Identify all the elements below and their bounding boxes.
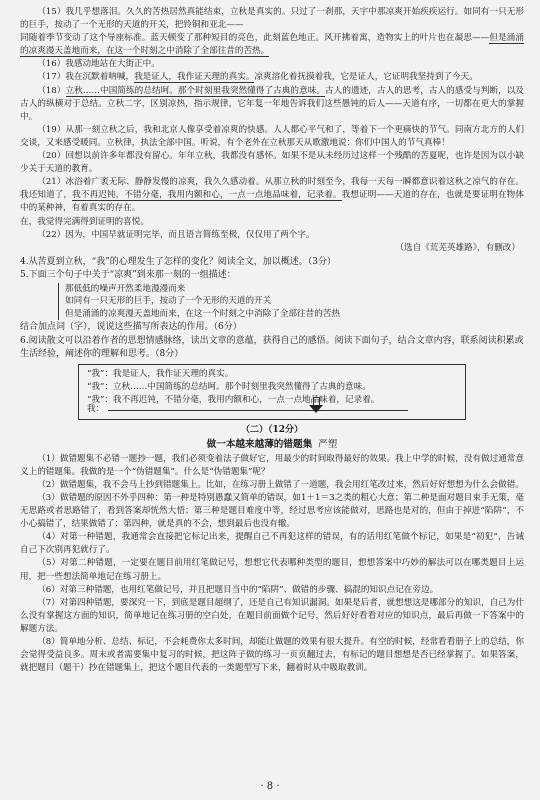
article-title: 做一本越来越薄的错题集 严塑 <box>206 438 338 450</box>
arrow-down-icon <box>311 397 321 413</box>
paragraph-20: （20）回想以前许多年都没有留心。年年立秋，我都没有感怀。如果不是从未经历过这样一个残酷的苦夏呢，也许是因为以小缺少关于天道的教育。 <box>20 151 524 175</box>
answer-label: 我： <box>87 403 105 414</box>
article-paragraph: （7）对第四种错题，要深究一下，到底是题目超纲了，还是自己有知识漏洞。如果是后者，就想想这是哪部分的知识，自己为什么没有掌握这方面的知识，简单地记在练习册的空白处，在题目前面做个记号，然后好好看看对应的知识点，最后再做一下答案中的解题方法。 <box>20 597 524 634</box>
article-author: 严塑 <box>318 438 338 450</box>
paragraph-15b: 同随着季节变动了这个导座标准。蓝天顿变了那种短目的亮色，此刻蓝色地正。风开拂着寓，造物实上的叶片也在凝思——但是涌涌的凉爽漫天盖地而来，在这一个时刻之中消除了全部往昔的苦热。 <box>20 33 524 57</box>
question-5-tail: 结合加点词（字），说说这些描写所表达的作用。（6分） <box>20 322 242 333</box>
paragraph-15a: （15）我几乎想落泪。久久的苦热居然真能结束，立秋是真实的。只过了一刹那，天宇中那凉爽开始疾疾运行。如同有一只无形的巨手，按动了一个无形的天道的开关，把铃铜和亚北—— <box>20 7 524 31</box>
article-paragraph: （2）做错题集，我不会马上抄到错题集上。比如，在练习册上做错了一道题，我会用红笔改过来，然后好好想想为什么会做错。 <box>37 479 524 490</box>
quote-line: 如同有一只无形的巨手，按动了一个无形的天道的开关 <box>65 296 272 307</box>
quote-line: 但是涌涌的凉爽漫天盖地而来，在这一个时刻之中消除了全部往昔的苦热 <box>65 308 341 319</box>
page-number: · 8 · <box>260 781 280 792</box>
article-paragraph: （4）对第一种错题，我通常会直接把它标记出来，提醒自己不再犯这样的错误，有的话用红笔做个标记，如果是“初犯”，告诫自己下次别再犯就行了。 <box>20 532 524 556</box>
question-4: 4.从苦夏到立秋，“我”的心理发生了怎样的变化？阅读全文，加以概述。（3分） <box>20 256 337 267</box>
answer-blank[interactable] <box>108 410 408 411</box>
quote-box <box>78 364 466 420</box>
quote-line: 那低低的噪声开然柔地漫漫而来 <box>65 283 186 294</box>
question-6: 6.阅读散文可以沿着作者的思想情感脉络，读出文章的意蕴，获得自己的感悟。阅读下面句子，结合文章内容，联系阅读积累或生活经验，阐述你的理解和思考。（8分） <box>20 335 524 360</box>
paragraph-16: （16）我感动地站在大街正中。 <box>37 59 160 70</box>
answer-line[interactable] <box>87 403 408 416</box>
paragraph-21: （21）冰浴着广袤无际、静静发慢的凉爽，我久久感动着。从那立秋的时刻至今，我每一天每一瞬都意识着这秋之凉气的存在。我还知道了，我不再迟钝，不错分毫，我用内额和心，一点一点地品味着，记录着。我想证明——天道的存在，也就是要证明在物体中的某种神，有着真实的存在。 <box>20 177 524 214</box>
paragraph-19: （19）从那一刻立秋之后，我和北京人像享受着凉爽的快感。人人都心平气和了，等着下一个更痛快的节气。同南方北方的人们交谈，又来感受暖同。立秋律，执法全部中国。听说，有个老外在立秋那天从歌激地说：你们中国人的节气真棒！ <box>20 124 524 148</box>
question-5: 5.下面三个句子中关于“凉爽”到来那一刻的一组描述： <box>20 270 236 281</box>
paragraph-21b: 在，我觉得完满得到证明的喜悦。 <box>20 216 149 227</box>
paragraph-17: （17）我在沉默着呐喊，我是证人，我作证天理的真实。凉爽溶化着抚摸着我，它是证人，它证明我坚持到了今天。 <box>37 72 478 83</box>
box-line: “我”：我不再迟钝，不错分毫，我用内额和心，一点一点地品味着，记录着。 <box>87 394 380 405</box>
article-paragraph: （3）做错题的原因不外乎四种：第一种是特别愚蠢又简单的错误，如1＋1＝3之类的粗心大意；第二种是面对题目束手无策，毫无思路或者思路错了，看到答案却恍然大悟；第三种是题目难度中等，经过思考应该能做对，思路也是对的，但由于掉进“陷阱”，不小心搞错了，结果做错了；第四种，就是真的不会，想到最后也没有辙。 <box>20 492 524 530</box>
question-5-quotes <box>58 283 524 321</box>
paragraph-22: （22）因为，中国早就证明完毕，而且语言简练至极，仅仅用了两个字。 <box>37 229 315 240</box>
article-paragraph: （8）简单地分析、总结、标记，不会耗费你太多时间，却能让做题的效果有很大提升。有空的时候，经常看看册子上的总结，你会觉得受益良多。周末或者需要集中复习的时候，把这阵子做的练习一页页翻过去，有标记的题目想想是否已经掌握了。如果答案，就把题目（题干）抄在错题集上，把这个题目代表的一类题型写下来，翻着时从中吸取教训。 <box>20 637 524 674</box>
box-line: “我”：我是证人，我作证天理的真实。 <box>87 368 234 379</box>
paragraph-18: （18）立秋……中国简练的总结呵。那个时刻里我突然懂得了古典的意味。古人的遗迹，古人的思考，古人的感受与判断，以及古人的纵横对于总结。立秋二字，区别凉热，指示规律，它年复一年地告诉我们这些愚钝的后人——天道有序，一切都在更大的掌握中。 <box>20 85 524 122</box>
source-note: （选自《荒芜英雄路》，有删改） <box>395 242 520 253</box>
article-paragraph: （5）对第二种错题，一定要在题目前用红笔做记号，想想它代表哪种类型的题目，想想答案中巧妙的解法可以在哪类题目上运用，把一些想法简单地记在练习册上。 <box>20 558 524 582</box>
article-paragraph: （1）做错题集不必错一题抄一题，我们必须变着法子做好它，用最少的时间取得最好的效果。我上中学的时候，没有做过通常意义上的错题集。我做的是一个“伪错题集”。什么是“伪错题集”呢？ <box>20 453 524 477</box>
section-heading: （二）（12分） <box>240 424 304 435</box>
article-paragraph: （6）对第三种错题，也用红笔做记号，并且把题目当中的“陷阱”、做错的步骤、搞混的知识点记在旁边。 <box>37 584 439 595</box>
box-line: “我”：立秋……中国简练的总结呵。那个时刻里我突然懂得了古典的意味。 <box>87 381 371 392</box>
